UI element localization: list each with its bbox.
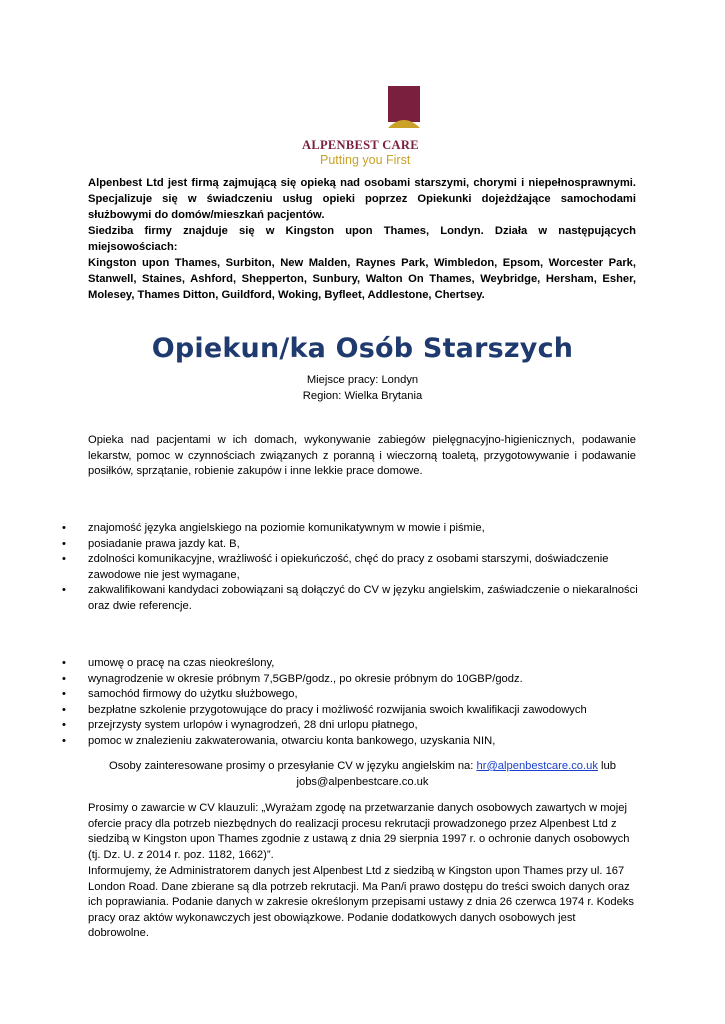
contact-middle: lub xyxy=(597,760,616,772)
job-region: Region: Wielka Brytania xyxy=(302,390,423,402)
logo-brand-name: ALPENBEST CARE xyxy=(302,138,419,152)
list-item: • pomoc w znalezieniu zakwaterowania, otwarciu konta bankowego, uzyskania NIN, xyxy=(62,734,642,750)
list-item: • znajomość języka angielskiego na poziomie komunikatywnym w mowie i piśmie, xyxy=(62,521,642,537)
list-item: • samochód firmowy do użytku służbowego, xyxy=(62,687,642,703)
list-item: • przejrzysty system urlopów i wynagrodzeń, 28 dni urlopu płatnego, xyxy=(62,718,642,734)
requirements-list xyxy=(62,521,642,614)
job-description: Opieka nad pacjentami w ich domach, wykonywanie zabiegów pielęgnacyjno-higienicznych, podawanie lekarstw, pomoc w czynnościach związanych z poranną i wieczorną toaletą, przygotowywanie i podawanie posiłków, sprzątanie, robienie zakupów i inne lekkie prace domowe. xyxy=(88,434,636,477)
list-item: • umowę o pracę na czas nieokreślony, xyxy=(62,656,642,672)
job-title: Opiekun/ka Osób Starszych xyxy=(151,333,574,364)
logo-arc-icon xyxy=(388,116,420,128)
list-item: • bezpłatne szkolenie przygotowujące do pracy i możliwość rozwijania swoich kwalifikacji zawodowych xyxy=(62,703,642,719)
company-intro xyxy=(88,175,636,303)
data-admin-notice: Informujemy, że Administratorem danych jest Alpenbest Ltd z siedzibą w Kingston upon Thames przy ul. 167 London Road. Dane zbierane są dla potrzeb rekrutacji. Ma Pan/i prawo dostępu do treści swoich danych oraz ich poprawiania. Podanie danych w zakresie określonym przepisami ustawy z dnia 26 czerwca 1974 r. Kodeks pracy oraz aktów wykonawczych jest obowiązkowe. Podanie dodatkowych danych osobowych jest dobrowolne. xyxy=(88,865,634,939)
list-item: • posiadanie prawa jazdy kat. B, xyxy=(62,537,642,553)
job-location: Miejsce pracy: Londyn xyxy=(306,374,419,386)
contact-line xyxy=(0,759,725,775)
intro-headquarters: Siedziba firmy znajduje się w Kingston upon Thames, Londyn. Działa w następujących miejsowościach: xyxy=(88,225,636,253)
list-item: • wynagrodzenie w okresie próbnym 7,5GBP/godz., po okresie próbnym do 10GBP/godz. xyxy=(62,672,642,688)
list-item: • zakwalifikowani kandydaci zobowiązani są dołączyć do CV w języku angielskim, zaświadczenie o niekaralności oraz dwie referencje. xyxy=(62,583,642,614)
offers-list xyxy=(62,656,642,749)
company-logo xyxy=(300,86,430,167)
logo-mark-icon xyxy=(388,86,420,130)
cv-clause: Prosimy o zawarcie w CV klauzuli: „Wyrażam zgodę na przetwarzanie danych osobowych zawartych w mojej ofercie pracy dla potrzeb niezbędnych do realizacji procesu rekrutacji prowadzonego przez Alpenbest Ltd z siedzibą w Kingston upon Thames zgodnie z ustawą z dnia 29 sierpnia 1997 r. o ochronie danych osobowych (tj. Dz. U. z 2014 r. poz. 1182, 1662)”. xyxy=(88,802,630,861)
jobs-email: jobs@alpenbestcare.co.uk xyxy=(296,776,429,788)
intro-locations: Kingston upon Thames, Surbiton, New Malden, Raynes Park, Wimbledon, Epsom, Worcester Park, Stanwell, Staines, Ashford, Shepperton, Sunbury, Walton On Thames, Weybridge, Hersham, Esher, Molesey, Thames Ditton, Guildford, Woking, Byfleet, Addlestone, Chertsey. xyxy=(88,257,636,301)
list-item: • zdolności komunikacyjne, wrażliwość i opiekuńczość, chęć do pracy z osobami starszymi, doświadczenie zawodowe nie jest wymagane, xyxy=(62,552,642,583)
logo-tagline: Putting you First xyxy=(320,153,411,167)
contact-prefix: Osoby zainteresowane prosimy o przesyłanie CV w języku angielskim na: xyxy=(109,760,477,772)
hr-email-link[interactable]: hr@alpenbestcare.co.uk xyxy=(476,760,598,772)
intro-about: Alpenbest Ltd jest firmą zajmującą się opieką nad osobami starszymi, chorymi i niepełnosprawnymi. Specjalizuje się w świadczeniu usług opieki poprzez Opiekunki dojeżdżające samochodami służbowymi do domów/mieszkań pacjentów. xyxy=(88,177,636,221)
